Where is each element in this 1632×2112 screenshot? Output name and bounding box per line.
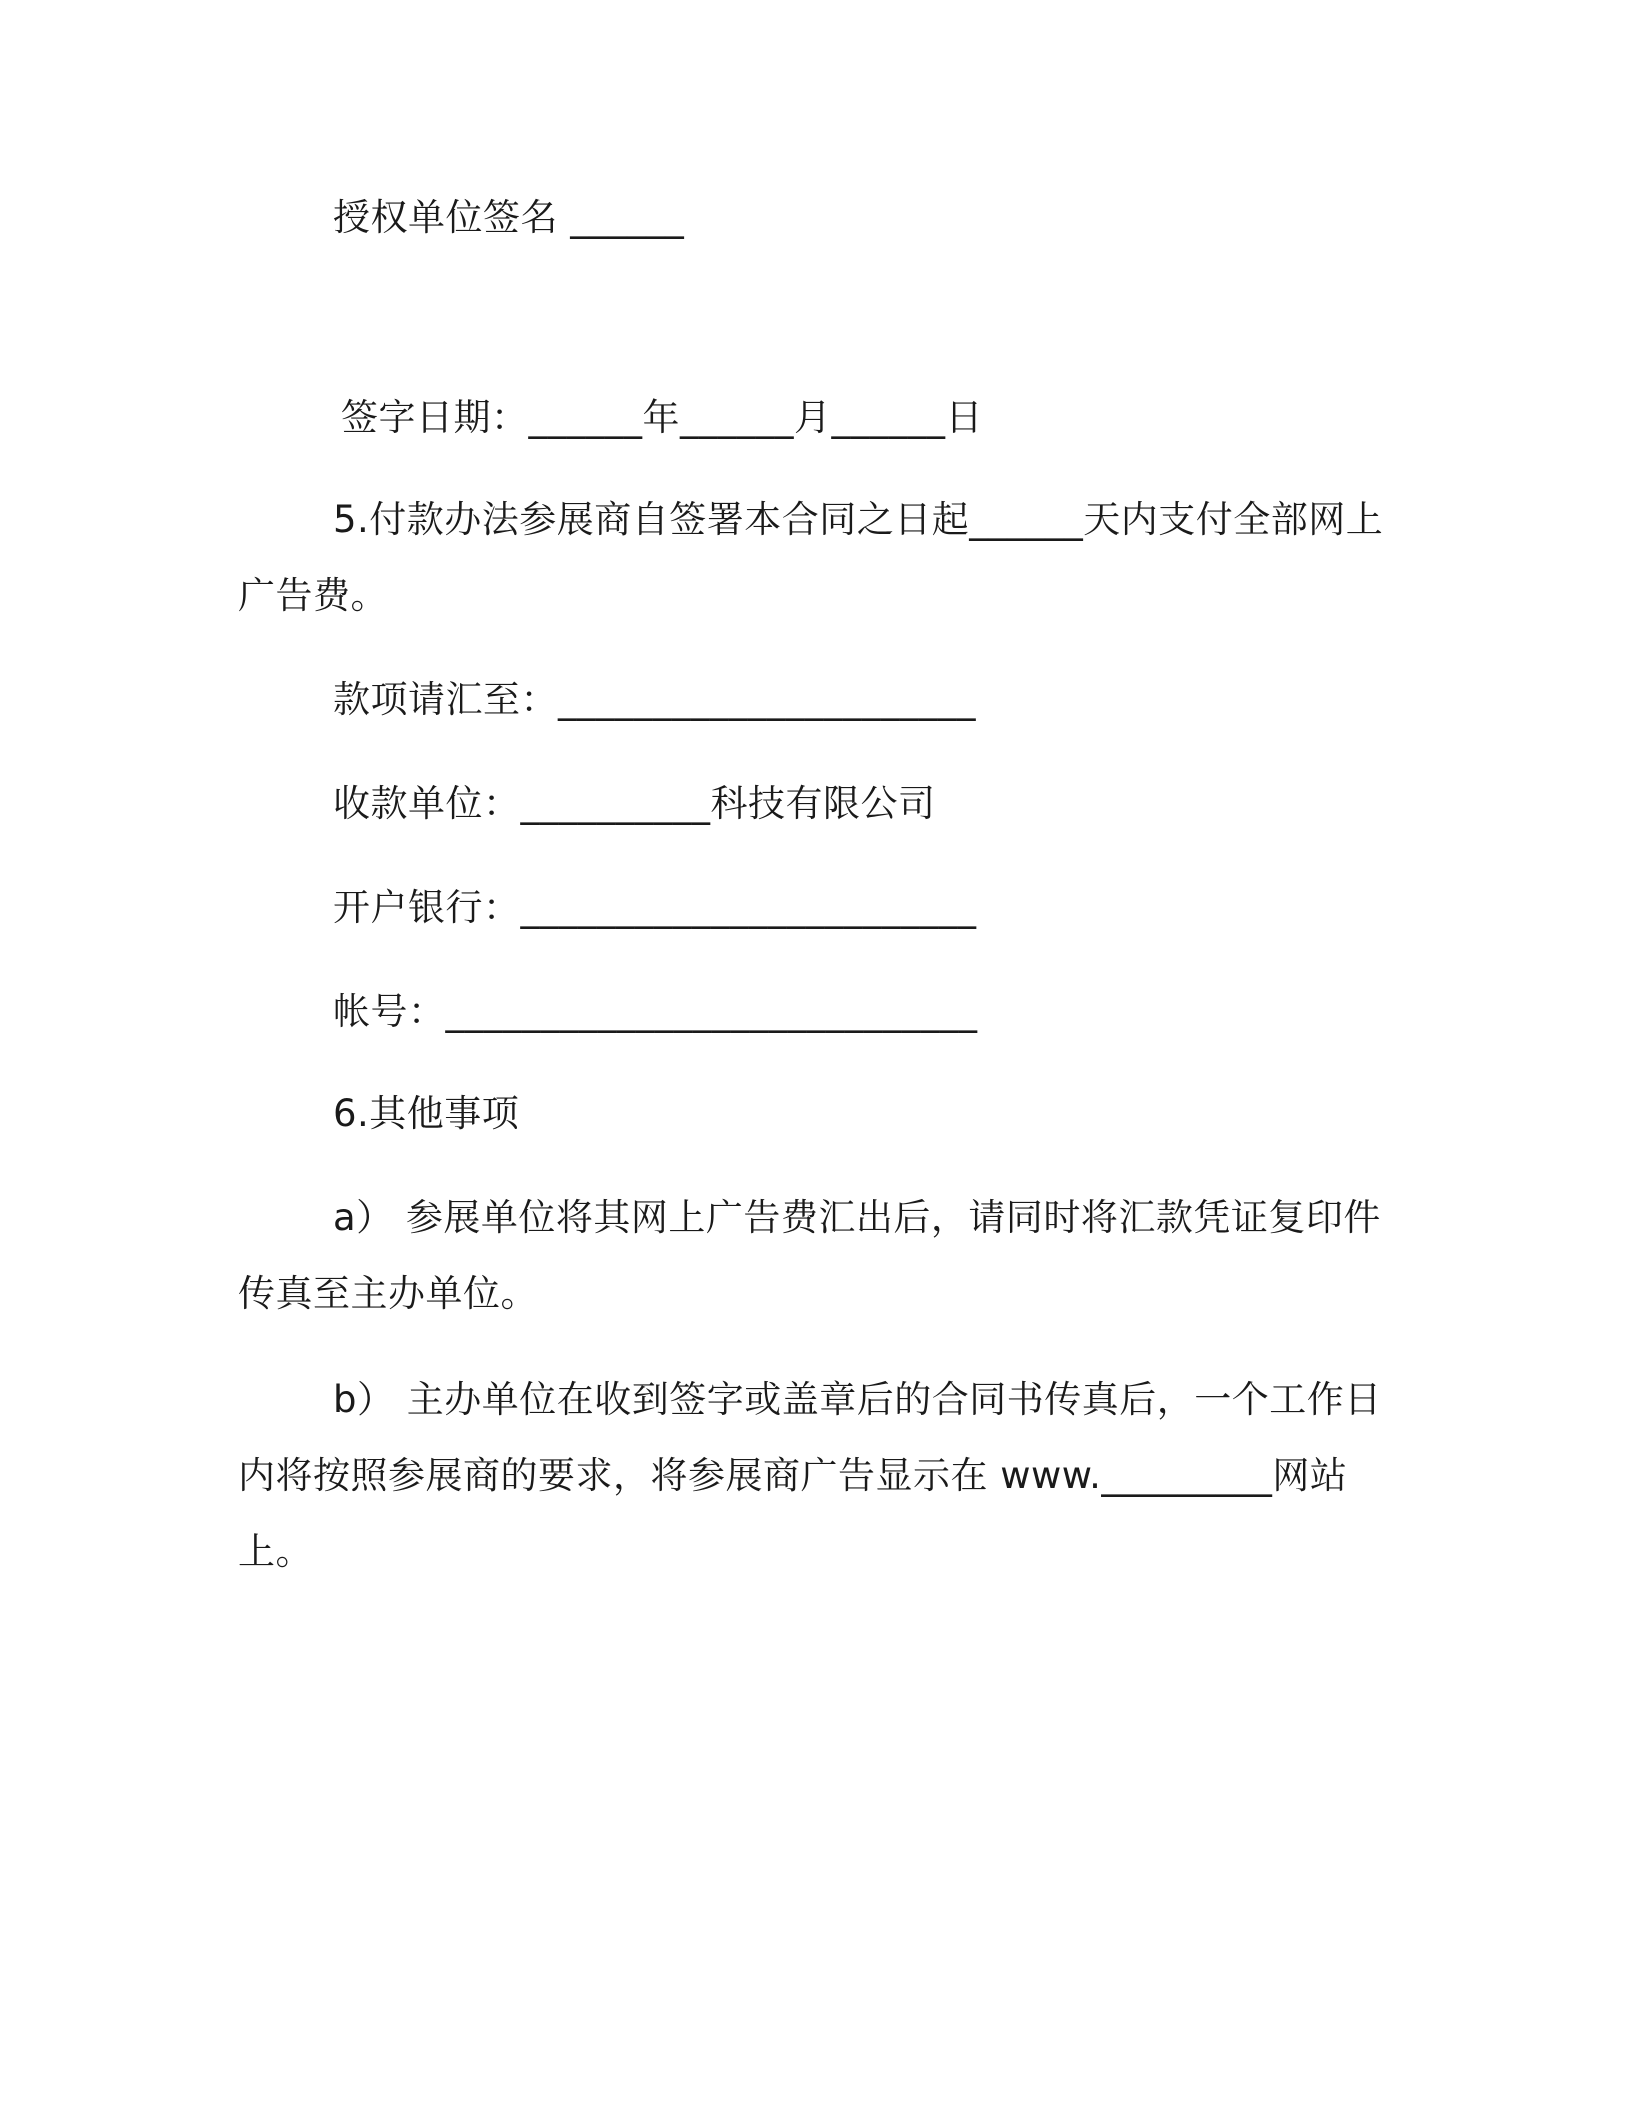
authorized-unit-signature-line: 授权单位签名 ______ xyxy=(333,196,685,239)
account-number-line: 帐号：____________________________ xyxy=(333,990,978,1033)
payment-method-line-2: 广告费。 xyxy=(238,574,388,617)
item-a-line-1: a） 参展单位将其网上广告费汇出后，请同时将汇款凭证复印件 xyxy=(333,1196,1381,1239)
bank-line: 开户银行：________________________ xyxy=(333,886,977,929)
payee-line: 收款单位：__________科技有限公司 xyxy=(333,782,936,825)
item-b-line-3: 上。 xyxy=(238,1530,313,1573)
payment-method-line-1: 5.付款办法参展商自签署本合同之日起______天内支付全部网上 xyxy=(333,498,1384,541)
remit-to-line: 款项请汇至：______________________ xyxy=(333,678,976,721)
item-b-line-1: b） 主办单位在收到签字或盖章后的合同书传真后，一个工作日 xyxy=(333,1378,1382,1421)
item-a-line-2: 传真至主办单位。 xyxy=(238,1272,538,1315)
signature-date-line: 签字日期：______年______月______日 xyxy=(341,396,983,439)
other-matters-heading: 6.其他事项 xyxy=(333,1092,520,1135)
item-b-line-2: 内将按照参展商的要求，将参展商广告显示在 www._________网站 xyxy=(238,1454,1348,1497)
